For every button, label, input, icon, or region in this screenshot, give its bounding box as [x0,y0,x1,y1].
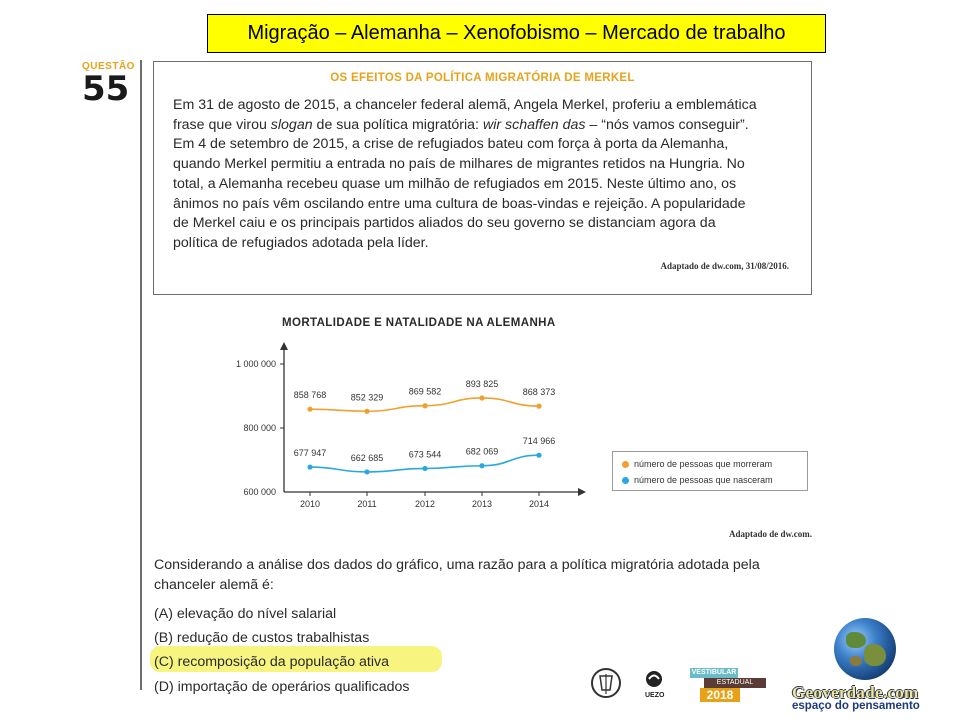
y-tick-label: 800 000 [243,423,276,433]
chart-source: Adaptado de dw.com. [728,529,812,539]
data-label: 868 373 [522,387,556,398]
x-tick-label: 2012 [414,499,436,509]
article-line: de Merkel caiu e os principais partidos aliados do seu governo se distanciam agora da [173,215,716,232]
data-label: 682 069 [465,446,499,457]
article-line: ânimos no país vêm oscilando entre uma cultura de boas-vindas e rejeição. A popularidade [173,195,746,212]
x-tick-label: 2014 [528,499,550,509]
article-line: quando Merkel permitiu a entrada no país de milhares de migrantes retidos na Hungria. No [173,156,745,173]
data-point [422,403,427,408]
uezo-logo [641,668,669,702]
data-label: 858 768 [293,390,327,401]
data-label: 852 329 [350,392,384,403]
globe-icon [834,618,896,680]
chart-legend [612,451,808,491]
slide-title: Migração – Alemanha – Xenofobismo – Mercado de trabalho [207,14,826,53]
data-label: 893 825 [465,378,499,389]
legend-item-deaths [622,459,772,469]
option-a: (A) elevação do nível salarial [154,606,337,622]
x-tick-label: 2013 [471,499,493,509]
article-line: Em 31 de agosto de 2015, a chanceler federal alemã, Angela Merkel, proferiu a emblemática [173,97,757,113]
answer-options [154,602,410,699]
article-line: política de refugiados adotada pela líder. [173,234,429,251]
data-point [479,395,484,400]
vest-year: 2018 [700,688,740,702]
data-point [536,453,541,458]
uezo-text: UEZO [645,692,665,699]
x-tick-label: 2011 [357,499,377,509]
legend-marker-deaths [622,461,629,468]
vestibular-logo [690,668,766,702]
data-point [307,407,312,412]
article-title: OS EFEITOS DA POLÍTICA MIGRATÓRIA DE MERKEL [330,72,635,84]
y-tick-label: 1 000 000 [235,359,276,369]
brand-tagline: espaço do pensamento [792,700,920,712]
data-label: 662 685 [350,452,384,463]
article-line: total, a Alemanha recebeu quase um milhão de refugiados em 2015. Neste último ano, os [173,175,737,192]
question-label: QUESTÃO [82,61,135,72]
data-point [479,463,484,468]
chart-title: MORTALIDADE E NATALIDADE NA ALEMANHA [282,317,556,329]
option-b: (B) redução de custos trabalhistas [154,630,370,647]
legend-item-births [622,475,773,485]
y-tick-label: 600 000 [243,487,276,497]
article-source: Adaptado de dw.com, 31/08/2016. [660,261,789,271]
y-axis-arrow [280,342,288,350]
data-point [364,409,369,414]
legend-label-births: número de pessoas que nasceram [634,475,773,485]
data-point [364,469,369,474]
vest-top: VESTIBULAR [691,669,737,676]
option-c: (C) recomposição da população ativa [154,654,390,671]
vest-mid: ESTADUAL [704,678,766,688]
x-tick-label: 2010 [299,499,321,509]
article-line: frase que virou slogan de sua política migratória: wir schaffen das – “nós vamos conseguir”. [173,116,749,133]
question-number: 55 [82,69,130,109]
legend-marker-births [622,477,629,484]
data-label: 714 966 [522,436,556,447]
data-label: 677 947 [293,448,327,459]
article-line: Em 4 de setembro de 2015, a crise de refugiados bateu com força à porta da Alemanha, [173,136,729,153]
option-d: (D) importação de operários qualificados [154,678,410,695]
university-seal-logo [588,666,628,700]
data-point [536,404,541,409]
data-label: 869 582 [408,386,442,397]
x-axis-arrow [578,488,586,496]
data-point [422,466,427,471]
data-point [307,464,312,469]
legend-label-deaths: número de pessoas que morreram [634,459,773,469]
brand-name: Geoverdade.com [792,683,919,702]
question-prompt: Considerando a análise dos dados do gráfico, uma razão para a política migratória adotada pela chanceler alemã é: [154,557,760,593]
data-label: 673 544 [408,449,442,460]
